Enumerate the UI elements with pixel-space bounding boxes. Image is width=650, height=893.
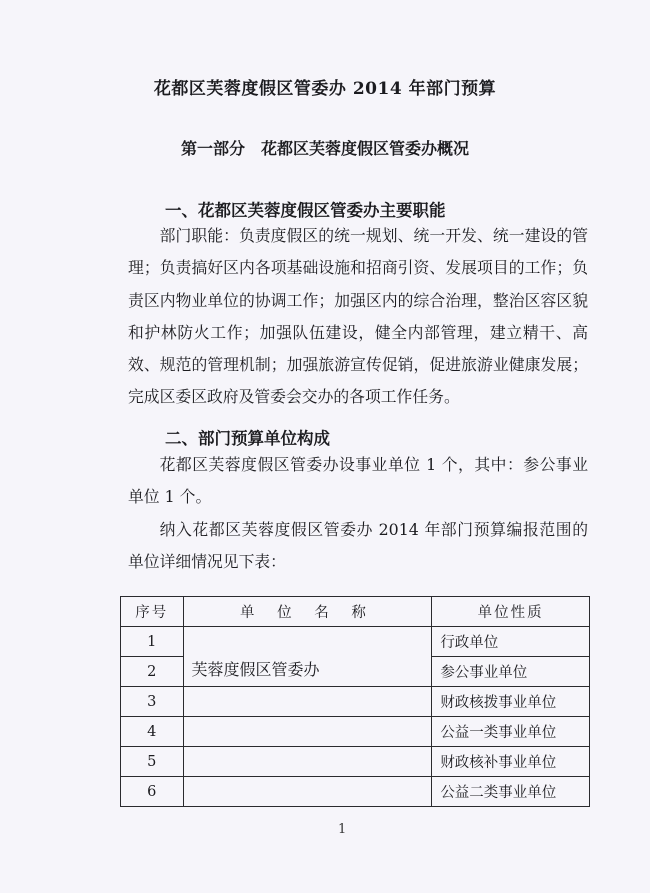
unit-type: 行政单位	[432, 627, 590, 657]
row-number: 1	[121, 627, 184, 657]
table-row	[121, 777, 590, 807]
empty-name-cell	[183, 777, 432, 807]
row-number: 2	[121, 657, 184, 687]
document-title: 花都区芙蓉度假区管委办 2014 年部门预算	[153, 79, 497, 99]
header-unit-type: 单位性质	[432, 597, 590, 627]
empty-name-cell	[183, 687, 432, 717]
unit-name-cell: 芙蓉度假区管委办	[183, 627, 432, 687]
table-header-row	[121, 597, 590, 627]
unit-type: 公益一类事业单位	[432, 717, 590, 747]
header-unit-name: 单 位 名 称	[183, 597, 432, 627]
empty-name-cell	[183, 747, 432, 777]
row-number: 4	[121, 717, 184, 747]
row-number: 6	[121, 777, 184, 807]
row-number: 3	[121, 687, 184, 717]
units-table	[120, 596, 590, 807]
table-row	[121, 627, 590, 657]
table-row	[121, 687, 590, 717]
units-paragraph: 花都区芙蓉度假区管委办设事业单位 1 个，其中：参公事业单位 1 个。	[128, 455, 588, 507]
header-no: 序号	[121, 597, 184, 627]
empty-name-cell	[183, 717, 432, 747]
table-row	[121, 717, 590, 747]
unit-type: 财政核拨事业单位	[432, 687, 590, 717]
section-heading-functions: 一、花都区芙蓉度假区管委办主要职能	[165, 201, 446, 220]
table-row	[121, 747, 590, 777]
row-number: 5	[121, 747, 184, 777]
document-subtitle: 第一部分 花都区芙蓉度假区管委办概况	[180, 139, 469, 158]
functions-paragraph: 部门职能：负责度假区的统一规划、统一开发、统一建设的管理；负责搞好区内各项基础设施和招商引资、发展项目的工作；负责区内物业单位的协调工作；加强区内的综合治理，整治区容区貌和护林防火工作；加强队伍建设，健全内部管理，建立精干、高效、规范的管理机制；加强旅游宣传促销，促进旅游业健康发展；完成区委区政府及管委会交办的各项工作任务。	[128, 226, 588, 407]
table-intro-paragraph: 纳入花都区芙蓉度假区管委办 2014 年部门预算编报范围的单位详细情况见下表：	[128, 520, 588, 572]
unit-type: 参公事业单位	[432, 657, 590, 687]
unit-type: 财政核补事业单位	[432, 747, 590, 777]
unit-type: 公益二类事业单位	[432, 777, 590, 807]
page-number: 1	[338, 822, 347, 837]
section-heading-units: 二、部门预算单位构成	[165, 429, 330, 448]
